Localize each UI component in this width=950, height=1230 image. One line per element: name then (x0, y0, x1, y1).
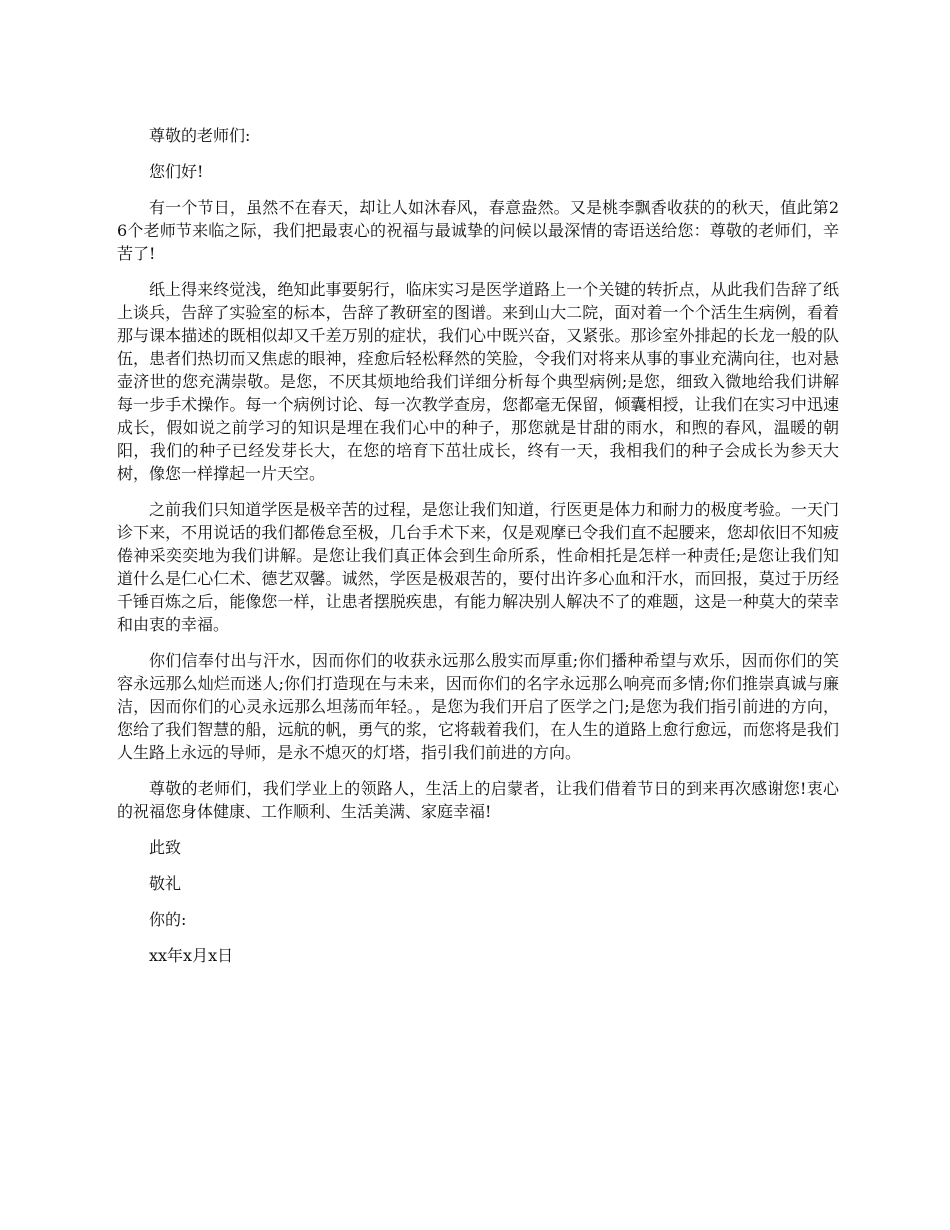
salutation: 尊敬的老师们: (149, 126, 251, 145)
closing-line-2: 敬礼 (149, 874, 182, 893)
closing-line-1: 此致 (149, 838, 182, 857)
paragraph-2: 纸上得来终觉浅，绝知此事要躬行，临床实习是医学道路上一个关键的转折点，从此我们告辞了纸上谈兵，告辞了实验室的标本，告辞了教研室的图谱。来到山大二院，面对着一个个活生生病例，看着那与课本描述的既相似却又千差万别的症状，我们心中既兴奋，又紧张。那诊室外排起的长龙一般的队伍，患者们热切而又焦虑的眼神，痊愈后轻松释然的笑脸，令我们对将来从事的事业充满向往，也对悬壶济世的您充满崇敬。是您，不厌其烦地给我们详细分析每个典型病例;是您，细致入微地给我们讲解每一步手术操作。每一个病例讨论、每一次教学查房，您都毫无保留，倾囊相授，让我们在实习中迅速成长，假如说之前学习的知识是埋在我们心中的种子，那您就是甘甜的雨水，和煦的春风，温暖的朝阳，我们的种子已经发芽长大，在您的培育下茁壮成长，终有一天，我相我们的种子会成长为参天大树，像您一样撑起一片天空。 (117, 280, 839, 483)
date: xx年x月x日 (149, 946, 234, 965)
paragraph-1: 有一个节日，虽然不在春天，却让人如沐春风，春意盎然。又是桃李飘香收获的的秋天，值此第26个老师节来临之际，我们把最衷心的祝福与最诚挚的问候以最深情的寄语送给您：尊敬的老师们，辛苦了! (117, 198, 839, 263)
signature: 你的: (149, 910, 187, 929)
paragraph-5: 尊敬的老师们，我们学业上的领路人，生活上的启蒙者，让我们借着节日的到来再次感谢您!衷心的祝福您身体健康、工作顺利、生活美满、家庭幸福! (117, 779, 839, 821)
paragraph-3: 之前我们只知道学医是极辛苦的过程，是您让我们知道，行医更是体力和耐力的极度考验。一天门诊下来，不用说话的我们都倦怠至极，几台手术下来，仅是观摩已令我们直不起腰来，您却依旧不知疲倦神采奕奕地为我们讲解。是您让我们真正体会到生命所系，性命相托是怎样一种责任;是您让我们知道什么是仁心仁术、德艺双馨。诚然，学医是极艰苦的，要付出许多心血和汗水，而回报，莫过于历经千锤百炼之后，能像您一样，让患者摆脱疾患，有能力解决别人解决不了的难题，这是一种莫大的荣幸和由衷的幸福。 (117, 500, 839, 634)
paragraph-4: 你们信奉付出与汗水，因而你们的收获永远那么殷实而厚重;你们播种希望与欢乐，因而你们的笑容永远那么灿烂而迷人;你们打造现在与未来，因而你们的名字永远那么响亮而多情;你们推崇真诚与廉洁，因而你们的心灵永远那么坦荡而年轻。，是您为我们开启了医学之门;是您为我们指引前进的方向，您给了我们智慧的船，远航的帆，勇气的浆，它将载着我们，在人生的道路上愈行愈远，而您将是我们人生路上永远的导师，是永不熄灭的灯塔，指引我们前进的方向。 (117, 651, 839, 762)
letter-body (117, 124, 839, 980)
greeting: 您们好! (149, 162, 204, 181)
